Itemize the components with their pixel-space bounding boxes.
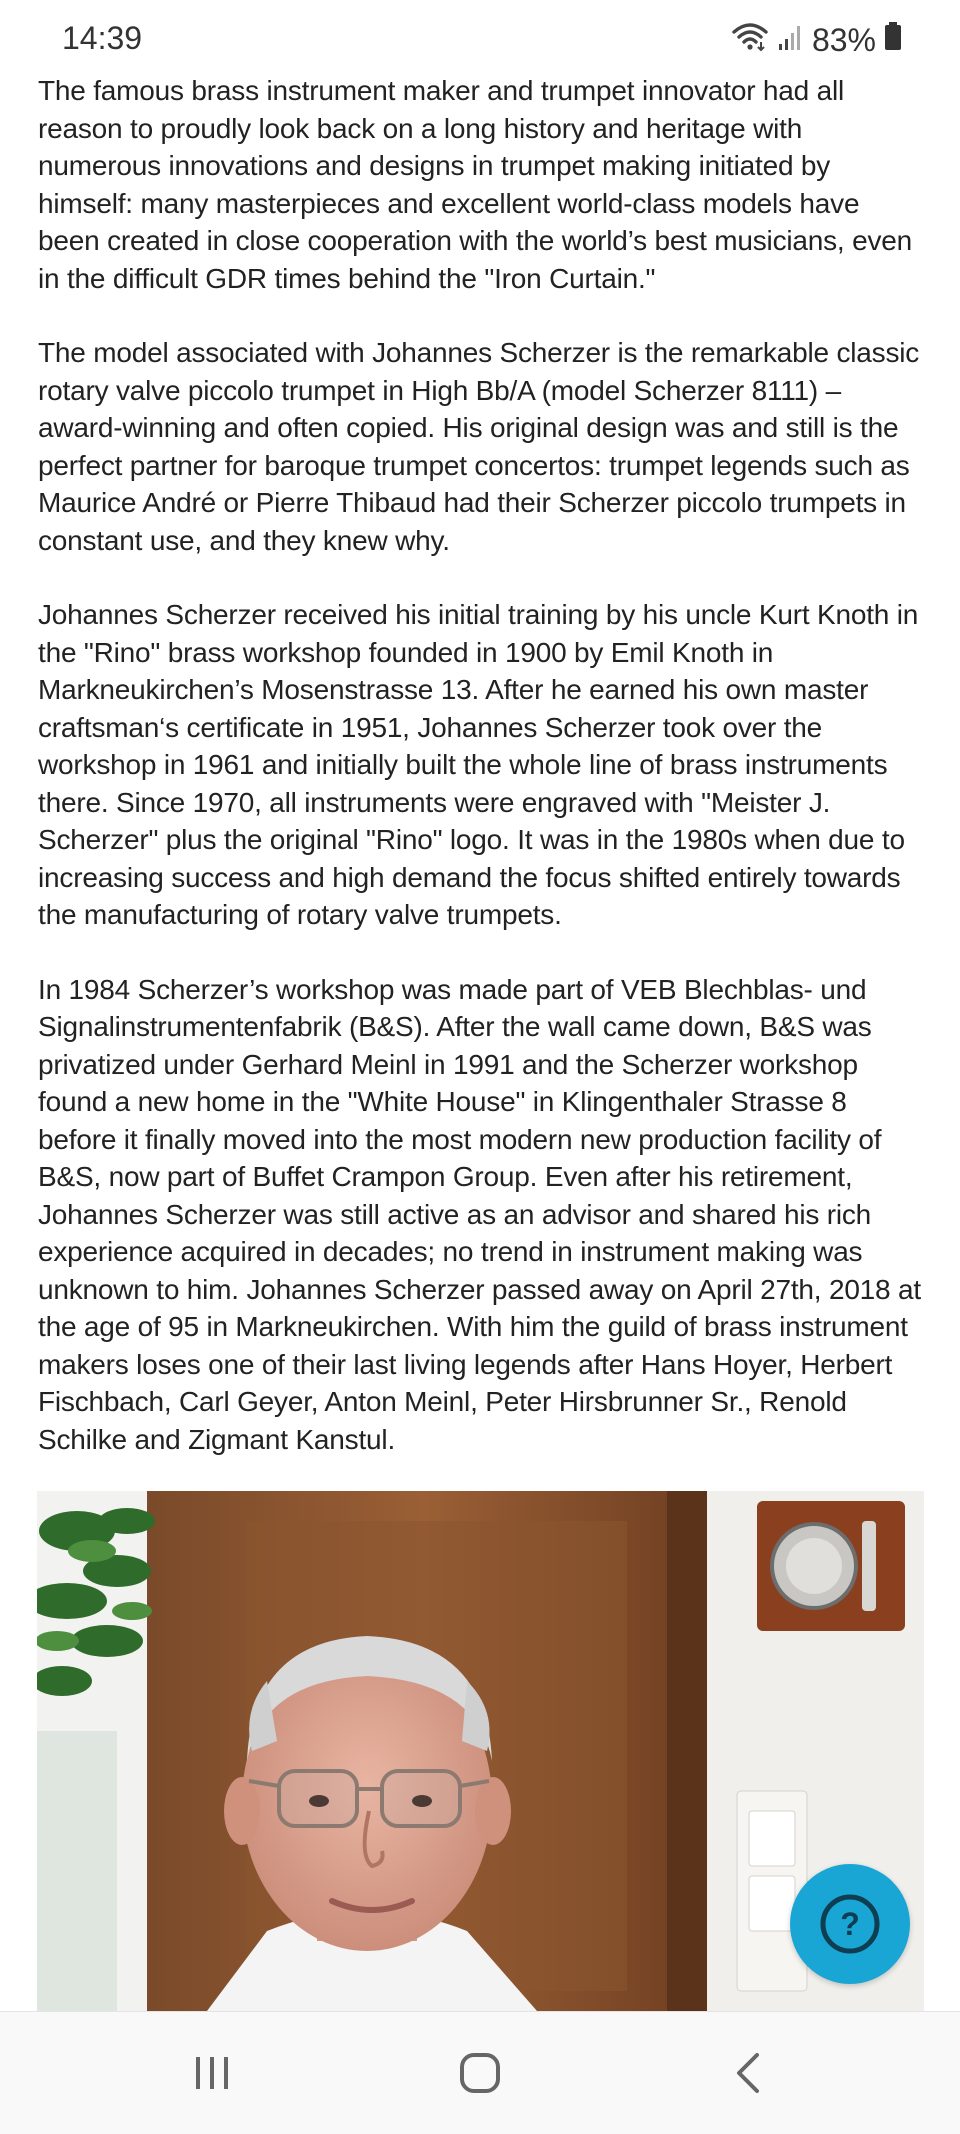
status-icons xyxy=(730,20,902,60)
battery-percent: 83% xyxy=(811,21,876,58)
recent-apps-icon xyxy=(192,2053,232,2093)
status-bar xyxy=(0,0,960,80)
home-button[interactable] xyxy=(400,2012,560,2134)
article-paragraph: The model associated with Johannes Scherzer is the remarkable classic rotary valve piccolo trumpet in High Bb/A (model Scherzer 8111) – award-winning and often copied. His original design was and still is the perfect partner for baroque trumpet concertos: trumpet legends such as Maurice André or Pierre Thibaud had their Scherzer piccolo trumpets in constant use, and they knew why. xyxy=(38,337,920,556)
question-icon xyxy=(819,1893,881,1955)
svg-text:?: ? xyxy=(840,1906,860,1942)
navigation-bar xyxy=(0,2011,960,2134)
status-time: 14:39 xyxy=(62,20,143,56)
back-icon xyxy=(733,2051,763,2095)
article-paragraph: Johannes Scherzer received his initial training by his uncle Kurt Knoth in the "Rino" brass workshop founded in 1900 by Emil Knoth in Markneukirchen’s Mosenstrasse 13. After he earned his own master craftsman‘s certificate in 1951, Johannes Scherzer took over the workshop in 1961 and initially built the whole line of brass instruments there. Since 1970, all instruments were engraved with "Meister J. Scherzer" plus the original "Rino" logo. It was in the 1980s when due to increasing success and high demand the focus shifted entirely towards the manufacturing of rotary valve trumpets. xyxy=(38,599,919,930)
back-button[interactable] xyxy=(668,2012,828,2134)
article-paragraph: The famous brass instrument maker and trumpet innovator had all reason to proudly look back on a long history and heritage with numerous innovations and designs in trumpet making initiated by himself: many masterpieces and excellent world-class models have been created in close cooperation with the world’s best musicians, even in the difficult GDR times behind the "Iron Curtain." xyxy=(38,75,913,294)
help-button[interactable] xyxy=(790,1864,910,1984)
article-paragraph: In 1984 Scherzer’s workshop was made part of VEB Blechblas- und Signalinstrumentenfabrik (B&S). After the wall came down, B&S was privatized under Gerhard Meinl in 1991 and the Scherzer workshop found a new home in the "White House" in Klingenthaler Strasse 8 before it finally moved into the most modern new production facility of B&S, now part of Buffet Crampon Group. Even after his retirement, Johannes Scherzer was still active as an advisor and shared his rich experience acquired in decades; no trend in instrument making was unknown to him. Johannes Scherzer passed away on April 27th, 2018 at the age of 95 in Markneukirchen. With him the guild of brass instrument makers loses one of their last living legends after Hans Hoyer, Herbert Fischbach, Carl Geyer, Anton Meinl, Peter Hirsbrunner Sr., Renold Schilke and Zigmant Kanstul. xyxy=(38,973,921,1455)
battery-icon xyxy=(884,21,902,59)
wifi-icon xyxy=(730,20,770,60)
home-icon xyxy=(458,2051,502,2095)
signal-icon xyxy=(778,22,804,59)
article-body xyxy=(38,72,928,1495)
recent-apps-button[interactable] xyxy=(132,2012,292,2134)
